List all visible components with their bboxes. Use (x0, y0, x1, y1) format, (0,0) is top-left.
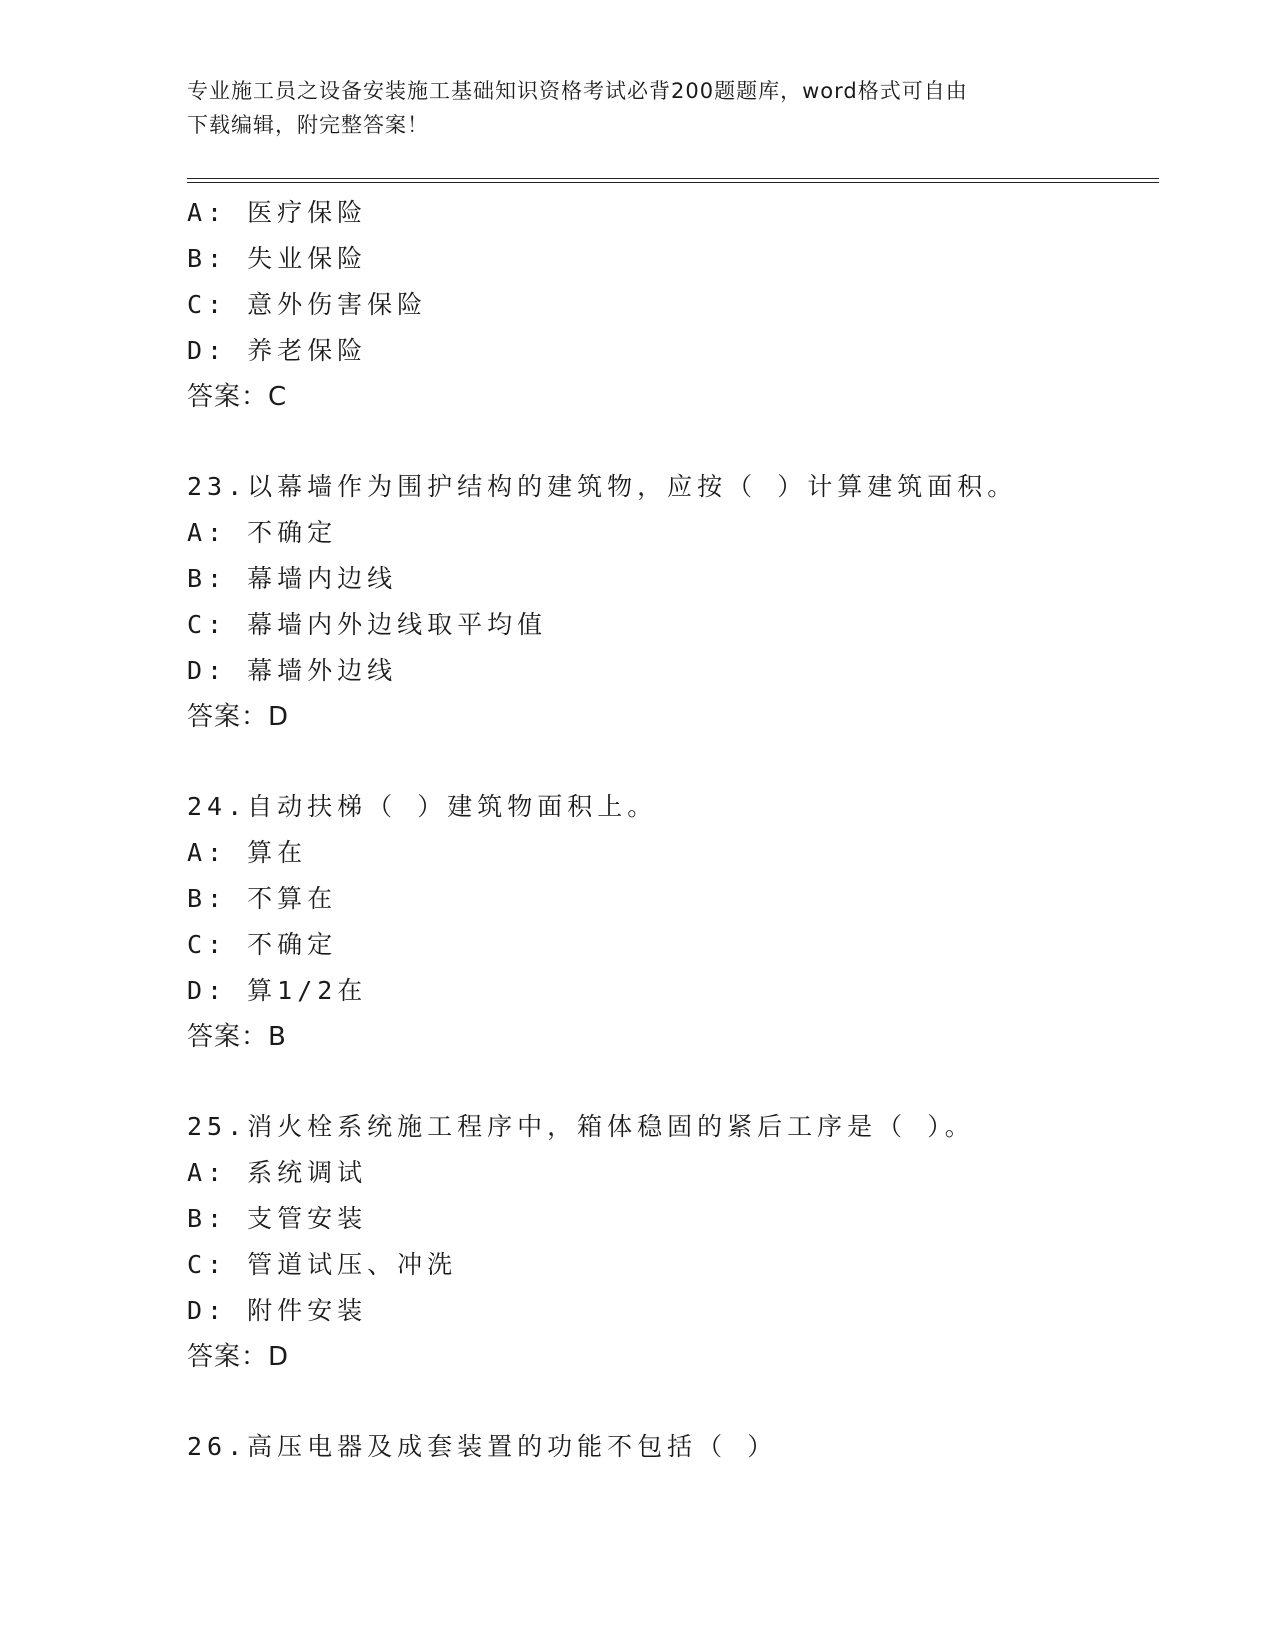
option-d: D: 幕墙外边线 (187, 656, 398, 685)
header-line-1: 专业施工员之设备安装施工基础知识资格考试必背200题题库，word格式可自由 (187, 79, 968, 103)
question-stem: 26.高压电器及成套装置的功能不包括（ ） (187, 1432, 778, 1461)
option-c: C: 不确定 (187, 930, 338, 959)
spacer (187, 1060, 1159, 1104)
option-c: C: 幕墙内外边线取平均值 (187, 610, 548, 639)
question-block (187, 1104, 1159, 1380)
answer-line: 答案：D (187, 1342, 290, 1372)
header-divider-top (187, 178, 1159, 179)
answer-line: 答案：D (187, 702, 290, 732)
option-a: A: 系统调试 (187, 1158, 368, 1187)
spacer (187, 1380, 1159, 1424)
option-c: C: 管道试压、冲洗 (187, 1250, 458, 1279)
option-d: D: 养老保险 (187, 336, 368, 365)
question-stem: 23.以幕墙作为围护结构的建筑物，应按（ ）计算建筑面积。 (187, 472, 1018, 501)
option-a: A: 不确定 (187, 518, 338, 547)
option-b: B: 支管安装 (187, 1204, 368, 1233)
option-d: D: 算1/2在 (187, 976, 368, 1005)
option-c: C: 意外伤害保险 (187, 290, 428, 319)
spacer (187, 420, 1159, 464)
question-stem: 24.自动扶梯（ ）建筑物面积上。 (187, 792, 658, 821)
option-b: B: 不算在 (187, 884, 338, 913)
question-block (187, 464, 1159, 740)
option-b: B: 幕墙内边线 (187, 564, 398, 593)
question-block (187, 1424, 1159, 1470)
spacer (187, 740, 1159, 784)
question-block (187, 784, 1159, 1060)
question-list (187, 190, 1159, 1470)
document-header (187, 74, 1087, 142)
option-a: A: 医疗保险 (187, 198, 368, 227)
header-divider-bottom (187, 182, 1159, 183)
header-line-2: 下载编辑，附完整答案！ (187, 113, 429, 137)
answer-line: 答案：C (187, 382, 288, 412)
option-d: D: 附件安装 (187, 1296, 368, 1325)
question-stem: 25.消火栓系统施工程序中，箱体稳固的紧后工序是（ ）。 (187, 1112, 975, 1141)
answer-line: 答案：B (187, 1022, 287, 1052)
option-a: A: 算在 (187, 838, 308, 867)
option-b: B: 失业保险 (187, 244, 368, 273)
question-block (187, 190, 1159, 420)
